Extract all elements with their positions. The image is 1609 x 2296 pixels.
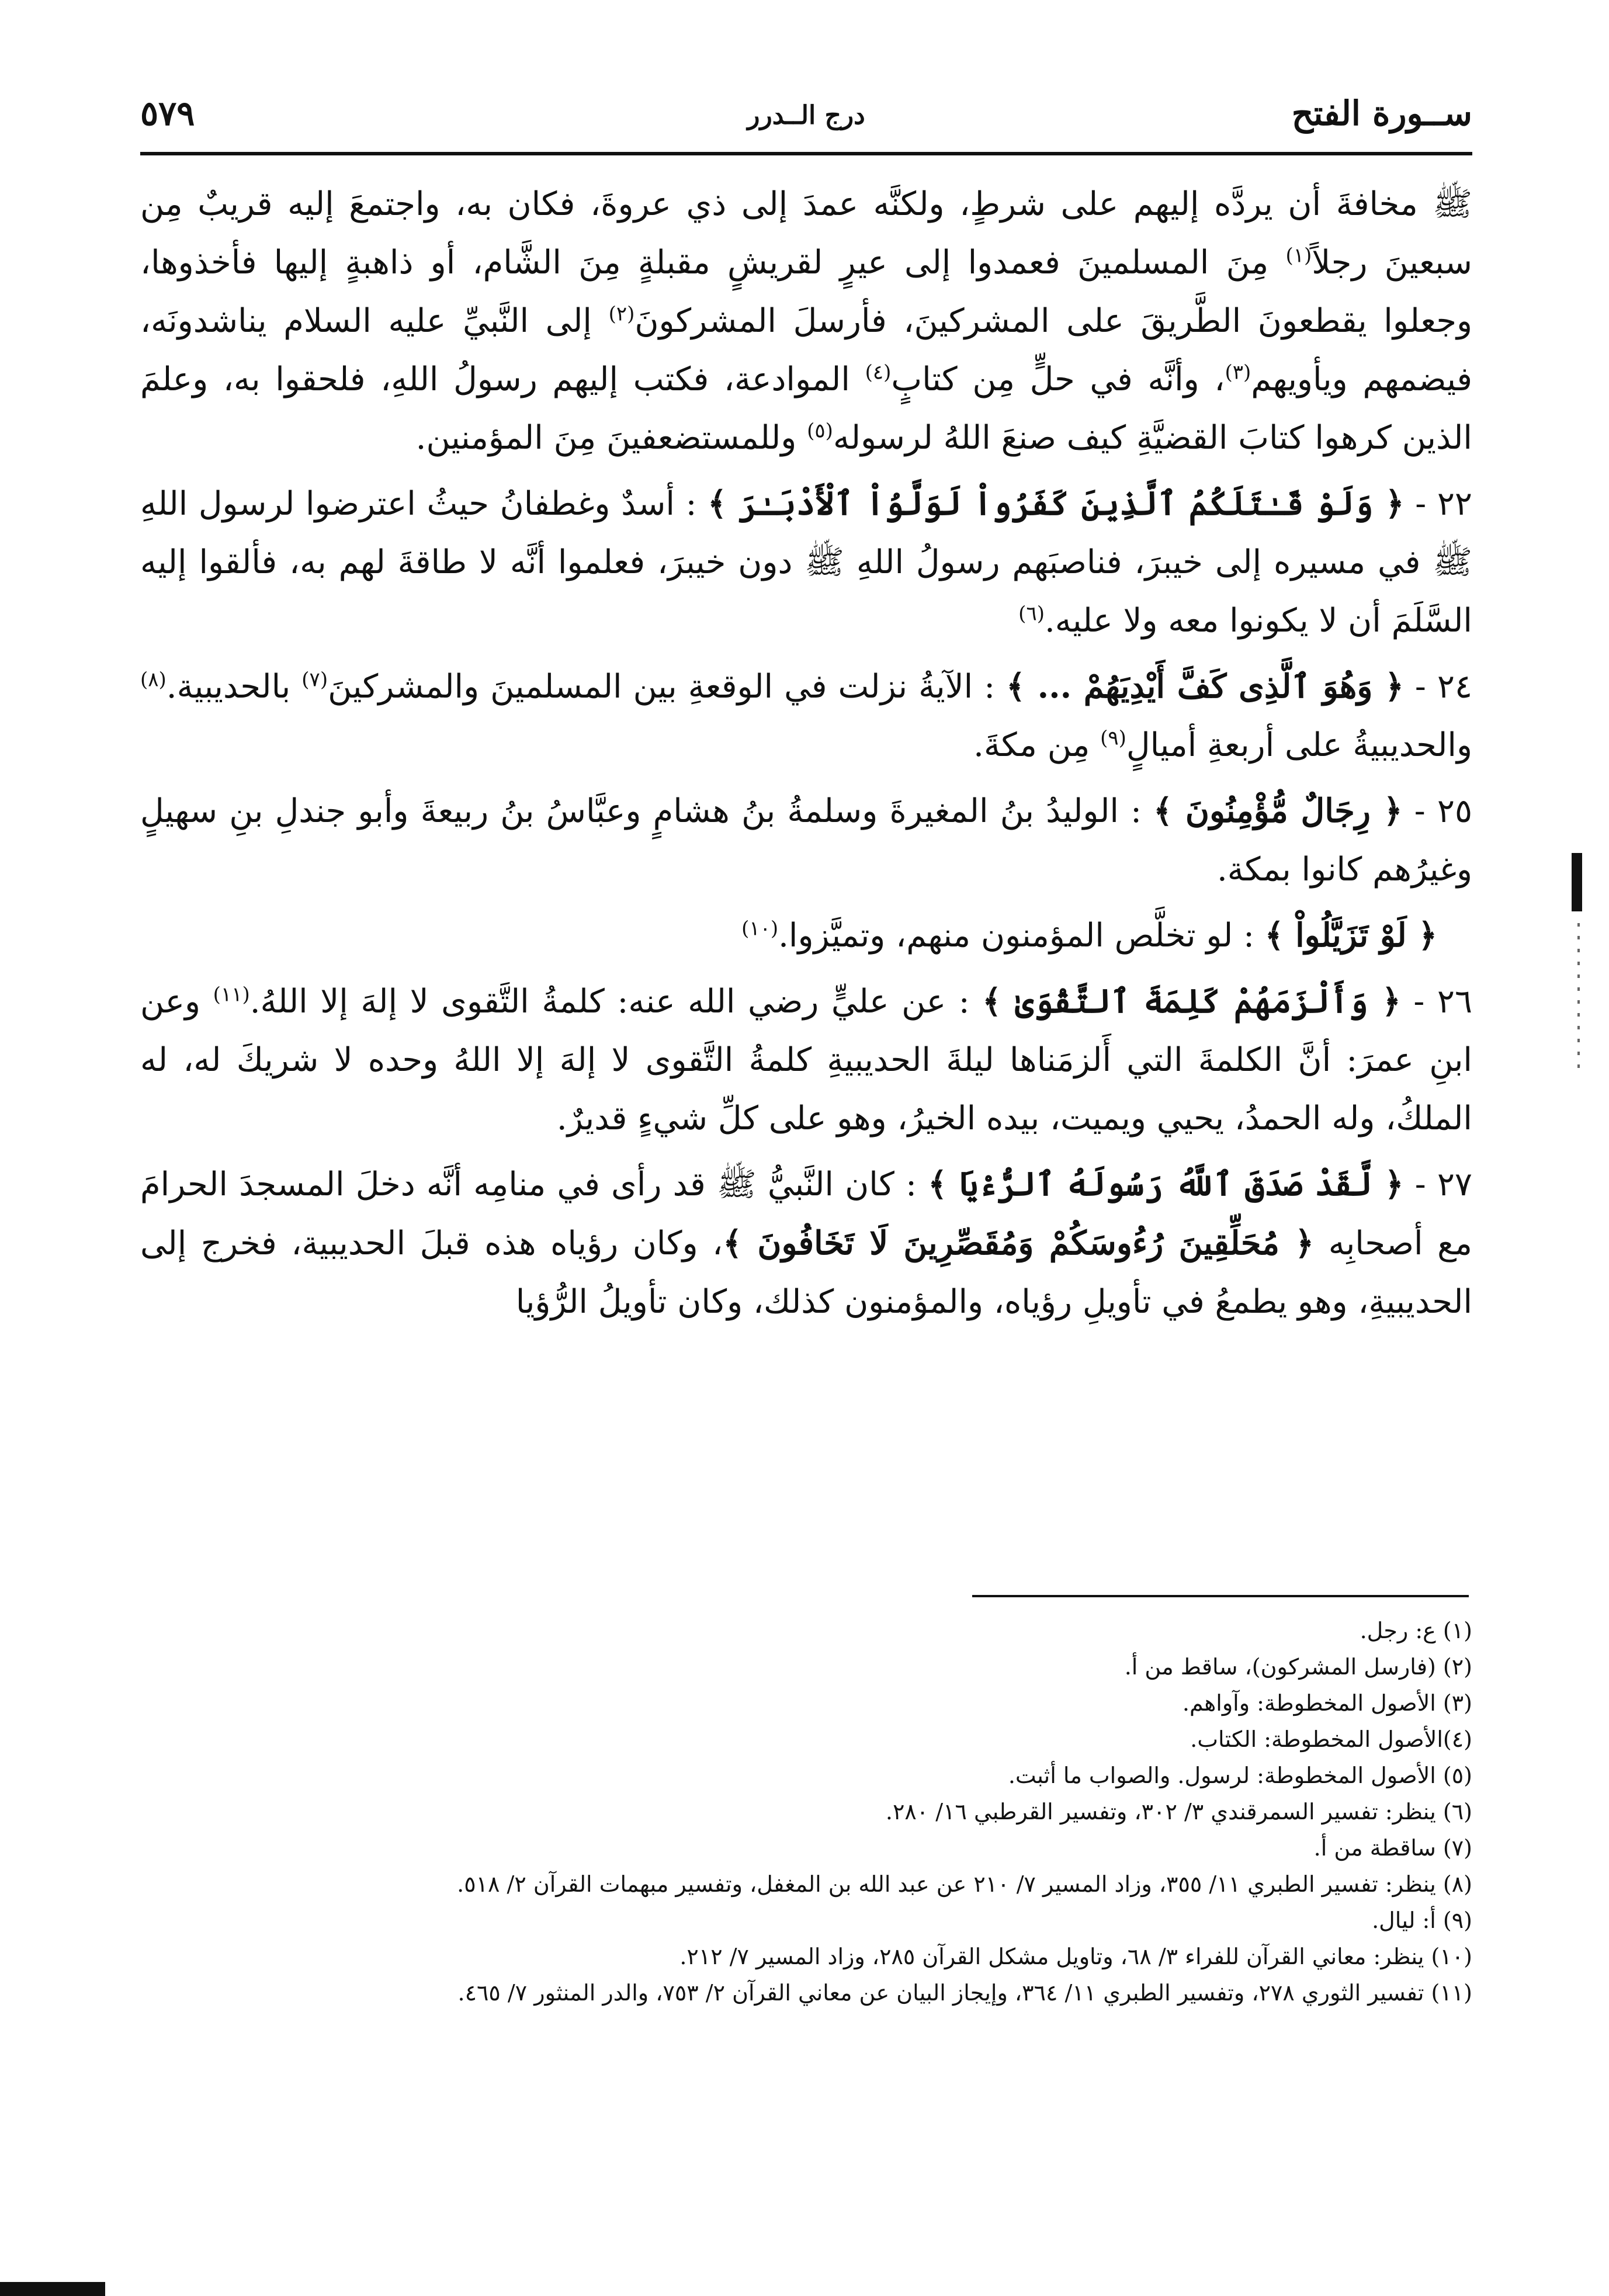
text-run: والحديبيةُ على أربعةِ أميالٍ xyxy=(1126,726,1472,764)
verse-number: ٢٢ - xyxy=(1404,485,1472,523)
text-run: : أسدٌ وغطفانُ حيثُ اعترضوا لرسول اللهِ ﷺ في مسيره إلى خيبرَ، فناصبَهم رسولُ اللهِ ﷺ دون خيبرَ، فعلموا أنَّه لا طاقةَ لهم به، فألقوا إليه السَّلَمَ أن لا يكونوا معه ولا عليه. xyxy=(140,485,1472,640)
text-run: وللمستضعفينَ مِنَ المؤمنين. xyxy=(415,419,807,457)
footnotes xyxy=(140,1612,1472,2011)
quran-verse: ﴿ وَهُوَ ٱلَّذِى كَفَّ أَيْدِيَهُمْ ... ﴾ xyxy=(1006,667,1404,706)
text-run: وعن ابنِ عمرَ: أنَّ الكلمةَ التي أَلزمَناها ليلةَ الحديبيةِ كلمةُ التَّقوى لا إلهَ إلا اللهُ وحده لا شريكَ له، له الملكُ، وله الحمدُ، يحيي ويميت، بيده الخيرُ، وهو على كلِّ شيءٍ قديرٌ. xyxy=(140,983,1472,1137)
text-run: إلى النَّبيِّ عليه السلام يناشدونَه، فيضمهم ويأويهم xyxy=(140,302,1473,398)
page-edge-marker xyxy=(1572,853,1582,911)
paragraph xyxy=(140,1155,1472,1331)
book-title: درج الــدرر xyxy=(747,100,865,130)
text-run: : الآيةُ نزلت في الوقعةِ بين المسلمينَ والمشركينَ xyxy=(328,668,1007,706)
footnote: (١) ع: رجل. xyxy=(1360,1618,1472,1643)
text-run: : لو تخلَّص المؤمنون منهم، وتميَّزوا. xyxy=(778,917,1265,955)
verse-number: ٢٦ - xyxy=(1400,983,1473,1021)
page-number: ٥٧٩ xyxy=(140,93,195,133)
text-run: ﷺ مخافةَ أن يردَّه إليهم على شرطٍ، ولكنَّه عمدَ إلى ذي عروةَ، فكان به، واجتمعَ إليه قريبٌ مِن سبعينَ رجلاً xyxy=(140,185,1472,282)
text-run: : عن عليٍّ رضي الله عنه: كلمةُ التَّقوى لا إلهَ إلا اللهُ. xyxy=(249,983,983,1021)
quran-verse: ﴿ وَلَوْ قَـٰتَلَكُمُ ٱلَّذِينَ كَفَرُواْ لَوَلَّوُاْ ٱلْأَدْبَـٰرَ ﴾ xyxy=(708,484,1405,523)
footnote-divider xyxy=(972,1595,1469,1597)
footnote-ref: (٩) xyxy=(1100,726,1126,750)
text-run: الموادعة، فكتب إليهم رسولُ اللهِ، فلحقوا به، وعلمَ الذين كرهوا كتابَ القضيَّةِ كيف صنعَ اللهُ لرسوله xyxy=(140,360,1472,457)
footnote: (٥) الأصول المخطوطة: لرسول. والصواب ما أثبت. xyxy=(1008,1763,1472,1788)
text-run: : كان النَّبيُّ ﷺ قد رأى في منامِه أنَّه دخلَ المسجدَ الحرامَ مع أصحابِه xyxy=(140,1166,1472,1263)
verse-number: ٢٥ - xyxy=(1402,792,1473,830)
footnote-ref: (١٠) xyxy=(741,917,779,941)
footnote: (٣) الأصول المخطوطة: وآواهم. xyxy=(1182,1690,1472,1716)
quran-verse: ﴿ رِجَالٌ مُّؤْمِنُونَ ﴾ xyxy=(1153,792,1403,830)
footnote: (١٠) ينظر: معاني القرآن للفراء ٣/ ٦٨، وتاويل مشكل القرآن ٢٨٥، وزاد المسير ٧/ ٢١٢. xyxy=(679,1944,1472,1969)
surah-title: ســورة الفتح xyxy=(1291,93,1472,133)
paragraph xyxy=(140,782,1472,899)
text-run: مِن مكةَ. xyxy=(973,726,1101,764)
text-run: ، وكان رؤياه هذه قبلَ الحديبية، فخرج إلى الحديبيةِ، وهو يطمعُ في تأويلِ رؤياه، والمؤمنون كذلك، وكان تأويلُ الرُّؤيا xyxy=(140,1225,1472,1321)
verse-number: ٢٤ - xyxy=(1403,668,1473,706)
quran-verse: ﴿ وَأَلْزَمَهُمْ كَلِمَةَ ٱلتَّقْوَىٰ ﴾ xyxy=(982,982,1401,1021)
paragraph xyxy=(140,657,1472,775)
footnote: (٤)الأصول المخطوطة: الكتاب. xyxy=(1190,1726,1472,1752)
footnote: (٢) (فارسل المشركون)، ساقط من أ. xyxy=(1124,1654,1472,1680)
scan-edge-bar xyxy=(0,2282,105,2296)
footnote: (٦) ينظر: تفسير السمرقندي ٣/ ٣٠٢، وتفسير القرطبي ١٦/ ٢٨٠. xyxy=(885,1799,1472,1825)
text-run: مِنَ المسلمينَ فعمدوا إلى عيرٍ لقريشٍ مقبلةٍ مِنَ الشَّام، أو ذاهبةٍ إليها فأخذوها، وجعلوا يقطعونَ الطَّريقَ على المشركينَ، فأرسلَ المشركونَ xyxy=(140,244,1472,340)
verse-number: ٢٧ - xyxy=(1403,1166,1472,1204)
footnote: (٨) ينظر: تفسير الطبري ١١/ ٣٥٥، وزاد المسير ٧/ ٢١٠ عن عبد الله بن المغفل، وتفسير مبهمات القرآن ٢/ ٥١٨. xyxy=(457,1871,1472,1897)
text-run: ، وأنَّه في حلٍّ مِن كتابٍ xyxy=(891,360,1225,398)
footnote-ref: (٢) xyxy=(608,302,635,326)
footnote-ref: (١١) xyxy=(213,983,250,1007)
footnote: (٩) أ: ليال. xyxy=(1372,1907,1472,1933)
quran-verse: ﴿ لَوْ تَزَيَّلُواْ ﴾ xyxy=(1264,916,1437,955)
paragraph xyxy=(140,906,1472,965)
footnote-ref: (٦) xyxy=(1018,602,1045,626)
paragraph xyxy=(140,474,1472,650)
footnote-ref: (٣) xyxy=(1225,360,1251,384)
quran-verse: ﴿ لَّقَدْ صَدَقَ ٱللَّهُ رَسُولَهُ ٱلرُّءْيَا ﴾ xyxy=(928,1165,1404,1204)
footnote-ref: (٤) xyxy=(865,360,892,384)
page-header xyxy=(140,88,1472,155)
paragraph xyxy=(140,175,1472,467)
paragraph xyxy=(140,972,1472,1148)
text-run: بالحديبية. xyxy=(166,668,302,706)
quran-verse: ﴿ مُحَلِّقِينَ رُءُوسَكُمْ وَمُقَصِّرِينَ لَا تَخَافُونَ ﴾ xyxy=(723,1224,1315,1263)
footnote: (٧) ساقطة من أ. xyxy=(1313,1835,1472,1861)
text-run: : الوليدُ بنُ المغيرةَ وسلمةُ بنُ هشامٍ وعبَّاسُ بنُ ربيعةَ وأبو جندلِ بنِ سهيلٍ وغيرُهم كانوا بمكة. xyxy=(140,792,1472,889)
page-edge-dots xyxy=(1577,923,1580,1075)
footnote-ref: (٧) xyxy=(301,668,328,692)
footnote-ref: (١) xyxy=(1285,244,1312,268)
main-text xyxy=(140,175,1472,1338)
footnote-ref: (٨) xyxy=(140,668,167,692)
footnote-ref: (٥) xyxy=(807,419,833,443)
footnote: (١١) تفسير الثوري ٢٧٨، وتفسير الطبري ١١/ ٣٦٤، وإيجاز البيان عن معاني القرآن ٢/ ٧٥٣، والدر المنثور ٧/ ٤٦٥. xyxy=(457,1980,1472,2006)
